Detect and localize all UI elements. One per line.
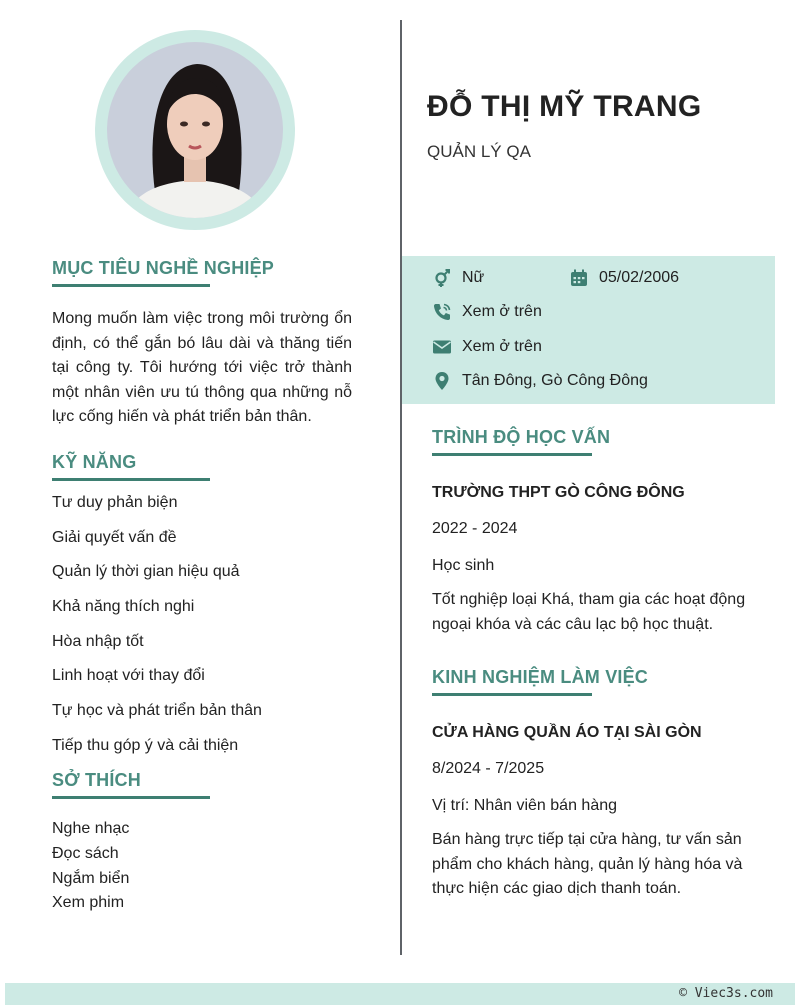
gender-row xyxy=(432,266,484,290)
skills-list xyxy=(52,493,352,756)
phone-icon xyxy=(432,302,452,322)
hobby-item: Xem phim xyxy=(52,894,125,912)
experience-period: 8/2024 - 7/2025 xyxy=(432,760,545,778)
skill-item: Linh hoạt với thay đổi xyxy=(52,667,205,685)
gender-icon xyxy=(432,268,452,288)
skill-item: Khả năng thích nghi xyxy=(52,598,195,616)
company-name: CỬA HÀNG QUẦN ÁO TẠI SÀI GÒN xyxy=(432,724,702,742)
education-period: 2022 - 2024 xyxy=(432,520,518,537)
avatar xyxy=(107,42,283,218)
skill-item: Giải quyết vấn đề xyxy=(52,528,177,546)
column-divider xyxy=(400,20,402,955)
skill-item: Tiếp thu góp ý và cải thiện xyxy=(52,736,239,754)
education-title: TRÌNH ĐỘ HỌC VẤN xyxy=(432,427,767,454)
phone-row xyxy=(432,300,542,324)
education-description: Tốt nghiệp loại Khá, tham gia các hoạt động ngoại khóa và các câu lạc bộ học thuật. xyxy=(432,591,746,633)
email-value: Xem ở trên xyxy=(462,338,542,355)
email-row xyxy=(432,335,542,359)
email-icon xyxy=(432,337,452,357)
hobby-item: Nghe nhạc xyxy=(52,820,130,838)
experience-position: Vị trí: Nhân viên bán hàng xyxy=(432,797,618,815)
person-name: ĐỖ THỊ MỸ TRANG xyxy=(427,90,702,123)
contact-panel xyxy=(402,256,775,404)
hobbies-list xyxy=(52,817,352,915)
education-role: Học sinh xyxy=(432,557,495,574)
address-row xyxy=(432,369,648,393)
experience-description: Bán hàng trực tiếp tại cửa hàng, tư vấn sản phẩm cho khách hàng, quản lý hàng hóa và thực hiện các giao dịch thanh toán. xyxy=(432,831,743,898)
birthday-row xyxy=(569,266,679,290)
skill-item: Hòa nhập tốt xyxy=(52,632,144,650)
phone-value: Xem ở trên xyxy=(462,303,542,320)
job-title: QUẢN LÝ QA xyxy=(427,142,531,161)
location-pin-icon xyxy=(432,371,452,391)
hobbies-title: SỞ THÍCH xyxy=(52,770,352,797)
experience-title: KINH NGHIỆM LÀM VIỆC xyxy=(432,667,767,694)
footer-bar xyxy=(5,983,795,1005)
gender-value: Nữ xyxy=(462,269,485,286)
address-value: Tân Đông, Gò Công Đông xyxy=(462,372,648,389)
skill-item: Quản lý thời gian hiệu quả xyxy=(52,563,240,581)
skill-item: Tự học và phát triển bản thân xyxy=(52,702,262,720)
hobby-item: Ngắm biển xyxy=(52,869,130,887)
hobby-item: Đọc sách xyxy=(52,845,119,863)
footer-watermark: © Viec3s.com xyxy=(679,986,773,1001)
birthday-value: 05/02/2006 xyxy=(599,269,680,286)
school-name: TRƯỜNG THPT GÒ CÔNG ĐÔNG xyxy=(432,484,685,501)
career-objective-text: Mong muốn làm việc trong môi trường ổn định, có thể gắn bó lâu dài và thăng tiến tại công ty. Tôi hướng tới việc trở thành một nhân viên ưu tú thông qua những nỗ lực cống hiến và phát triển bản thân. xyxy=(52,310,352,426)
left-column xyxy=(52,258,352,916)
skills-title: KỸ NĂNG xyxy=(52,452,352,479)
career-objective-title: MỤC TIÊU NGHỀ NGHIỆP xyxy=(52,258,352,285)
calendar-icon xyxy=(569,268,589,288)
skill-item: Tư duy phản biện xyxy=(52,493,178,511)
right-column xyxy=(432,427,767,902)
